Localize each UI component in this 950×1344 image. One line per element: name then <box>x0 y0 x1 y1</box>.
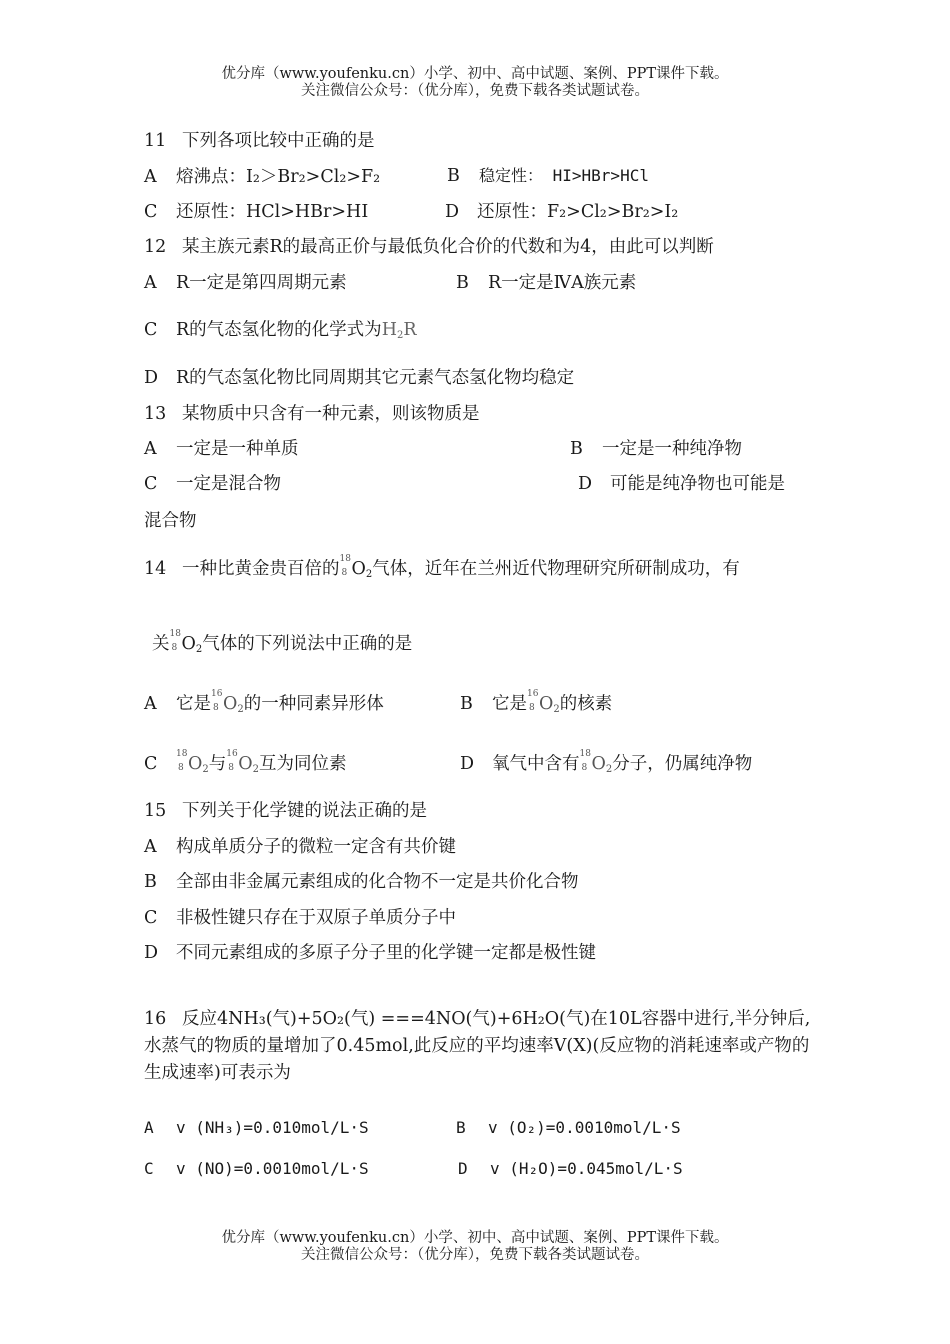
option-label: D <box>144 943 159 963</box>
option-text: 可能是纯净物也可能是 <box>610 474 785 494</box>
page-footer <box>0 1230 950 1264</box>
header-line-1: 优分库（www.youfenku.cn）小学、初中、高中试题、案例、PPT课件下载。 <box>221 66 729 82</box>
q11-option-c <box>144 198 368 223</box>
q12-stem-text: 某主族元素R的最高正价与最低负化合价的代数和为4，由此可以判断 <box>182 237 714 257</box>
option-text: 全部由非金属元素组成的化合物不一定是共价化合物 <box>176 872 579 892</box>
option-label: B <box>144 872 157 892</box>
atomic-number: 8 <box>581 763 588 773</box>
option-text: 稳定性： HI>HBr>HCl <box>479 166 649 185</box>
q13-option-d <box>578 470 785 495</box>
mass-number: 18 <box>339 554 351 564</box>
option-label: C <box>144 474 158 494</box>
isotope-notation <box>211 689 223 713</box>
option-label: B <box>447 166 460 186</box>
option-text: 与 <box>208 754 227 774</box>
q16-stem-text: 反应4NH₃(气)+5O₂(气) ===4NO(气)+6H₂O(气)在10L容器中进行,半分钟后,水蒸气的物质的量增加了0.45mol,此反应的平均速率V(X)(反应物的消耗速率或产物的生成速率)可表示为 <box>144 1009 811 1083</box>
option-text: 熔沸点：I₂＞Br₂>Cl₂>F₂ <box>176 167 381 187</box>
option-text: 一定是混合物 <box>176 474 281 494</box>
option-text: 氧气中含有 <box>492 754 580 774</box>
q14-stem-text: 气体的下列说法中正确的是 <box>202 634 413 654</box>
option-label: D <box>445 202 460 222</box>
subscript: 2 <box>252 764 259 775</box>
atomic-number: 8 <box>529 703 535 713</box>
q13-stem <box>144 400 480 425</box>
option-text: 互为同位素 <box>258 754 347 774</box>
q14-option-b <box>460 690 612 715</box>
option-text: v (NO)=0.0010mol/L·S <box>176 1159 369 1178</box>
mass-number: 18 <box>169 629 181 639</box>
q11-number: 11 <box>144 131 167 151</box>
isotope-notation <box>527 689 539 713</box>
option-label: C <box>144 908 158 928</box>
option-label: A <box>144 1118 154 1137</box>
page-header <box>0 66 950 100</box>
option-label: C <box>144 320 158 340</box>
formula-symbol: H <box>381 320 397 340</box>
atomic-number: 8 <box>341 568 348 578</box>
mass-number: 16 <box>226 749 238 759</box>
footer-line-1: 优分库（www.youfenku.cn）小学、初中、高中试题、案例、PPT课件下载。 <box>221 1230 729 1246</box>
mass-number: 18 <box>579 749 591 759</box>
element-symbol: O <box>181 634 196 654</box>
q14-option-d <box>460 750 752 775</box>
option-text: 非极性键只存在于双原子单质分子中 <box>176 908 456 928</box>
option-label: D <box>144 368 159 388</box>
option-label: C <box>144 754 158 774</box>
subscript: 2 <box>195 644 203 655</box>
subscript: 2 <box>202 764 209 775</box>
option-text: 构成单质分子的微粒一定含有共价键 <box>176 837 456 857</box>
q14-stem-line-2 <box>152 630 412 655</box>
option-text: 它是 <box>492 694 527 714</box>
header-line-2: 关注微信公众号：（优分库），免费下载各类试题试卷。 <box>301 83 649 99</box>
q12-stem <box>144 233 714 258</box>
q15-option-a <box>144 833 456 858</box>
q14-option-a <box>144 690 384 715</box>
formula-symbol: R <box>403 320 417 340</box>
q13-stem-text: 某物质中只含有一种元素，则该物质是 <box>182 404 480 424</box>
option-label: C <box>144 202 158 222</box>
option-text: 还原性：F₂>Cl₂>Br₂>I₂ <box>477 202 679 222</box>
mass-number: 16 <box>211 689 223 699</box>
formula-subscript: 2 <box>396 330 404 341</box>
option-label: D <box>578 474 593 494</box>
option-text: R的气态氢化物比同周期其它元素气态氢化物均稳定 <box>176 368 575 388</box>
option-label: B <box>456 1118 466 1137</box>
q13-option-a <box>144 435 299 460</box>
q12-number: 12 <box>144 237 167 257</box>
q16-option-b <box>456 1118 681 1137</box>
q14-number: 14 <box>144 559 167 579</box>
element-symbol: O <box>188 754 203 774</box>
option-text: R一定是ⅣA族元素 <box>488 273 637 293</box>
subscript: 2 <box>365 569 373 580</box>
q13-option-b <box>570 435 742 460</box>
q11-stem <box>144 127 375 152</box>
option-text: v (H₂O)=0.045mol/L·S <box>490 1159 683 1178</box>
subscript: 2 <box>237 704 244 715</box>
element-symbol: O <box>238 754 253 774</box>
q14-stem-text: 一种比黄金贵百倍的 <box>182 559 340 579</box>
mass-number: 18 <box>176 749 188 759</box>
atomic-number: 8 <box>171 643 178 653</box>
option-label: A <box>144 439 157 459</box>
option-text: 它是 <box>176 694 211 714</box>
atomic-number: 8 <box>213 703 219 713</box>
option-text: v (O₂)=0.0010mol/L·S <box>488 1118 681 1137</box>
subscript: 2 <box>553 704 560 715</box>
q14-stem <box>144 555 740 580</box>
q13-option-d-continued: 混合物 <box>144 511 197 531</box>
q11-option-d <box>445 198 678 223</box>
option-label: B <box>570 439 583 459</box>
option-text: 一定是一种单质 <box>176 439 299 459</box>
q16-number: 16 <box>144 1009 167 1029</box>
option-label: A <box>144 273 157 293</box>
q13-number: 13 <box>144 404 167 424</box>
q11-stem-text: 下列各项比较中正确的是 <box>182 131 375 151</box>
q15-option-b <box>144 868 579 893</box>
q13-option-c <box>144 470 281 495</box>
option-label: A <box>144 837 157 857</box>
subscript: 2 <box>605 764 613 775</box>
option-label: D <box>458 1159 468 1178</box>
q16-option-c <box>144 1159 369 1178</box>
formula <box>382 320 417 340</box>
isotope-notation <box>579 749 592 773</box>
option-text: 分子，仍属纯净物 <box>612 754 753 774</box>
option-text: 不同元素组成的多原子分子里的化学键一定都是极性键 <box>176 943 596 963</box>
q15-option-d <box>144 939 596 964</box>
option-label: A <box>144 167 157 187</box>
option-label: B <box>460 694 473 714</box>
option-text: 的核素 <box>559 694 613 714</box>
q14-stem-text: 气体，近年在兰州近代物理研究所研制成功，有 <box>372 559 740 579</box>
q12-option-c <box>144 316 417 341</box>
footer-line-2: 关注微信公众号：（优分库），免费下载各类试题试卷。 <box>301 1247 649 1263</box>
option-text: 一定是一种纯净物 <box>602 439 742 459</box>
q16-stem <box>144 1006 814 1087</box>
isotope-notation <box>339 554 352 578</box>
option-text: v (NH₃)=0.010mol/L·S <box>176 1118 369 1137</box>
atomic-number: 8 <box>228 763 234 773</box>
option-label: D <box>460 754 475 774</box>
q14-option-c <box>144 750 346 775</box>
element-symbol: O <box>539 694 554 714</box>
element-symbol: O <box>223 694 238 714</box>
q12-option-d <box>144 364 574 389</box>
q15-stem-text: 下列关于化学键的说法正确的是 <box>182 801 427 821</box>
q11-option-b <box>447 163 649 186</box>
q14-stem-text: 关 <box>152 634 170 654</box>
q11-option-a <box>144 163 380 188</box>
q12-option-a <box>144 269 347 294</box>
option-text: R一定是第四周期元素 <box>176 273 347 293</box>
q15-stem <box>144 797 427 822</box>
q15-option-c <box>144 904 456 929</box>
q16-option-a <box>144 1118 369 1137</box>
isotope-notation <box>176 749 188 773</box>
option-text: 还原性：HCl>HBr>HI <box>176 202 369 222</box>
isotope-notation <box>169 629 182 653</box>
atomic-number: 8 <box>178 763 184 773</box>
option-label: B <box>456 273 469 293</box>
q15-number: 15 <box>144 801 167 821</box>
option-text: 的一种同素异形体 <box>243 694 384 714</box>
option-text: R的气态氢化物的化学式为 <box>176 320 382 340</box>
element-symbol: O <box>351 559 366 579</box>
q16-option-d <box>458 1159 683 1178</box>
element-symbol: O <box>591 754 606 774</box>
option-label: A <box>144 694 157 714</box>
q12-option-b <box>456 269 636 294</box>
mass-number: 16 <box>527 689 539 699</box>
isotope-notation <box>226 749 238 773</box>
option-label: C <box>144 1159 154 1178</box>
